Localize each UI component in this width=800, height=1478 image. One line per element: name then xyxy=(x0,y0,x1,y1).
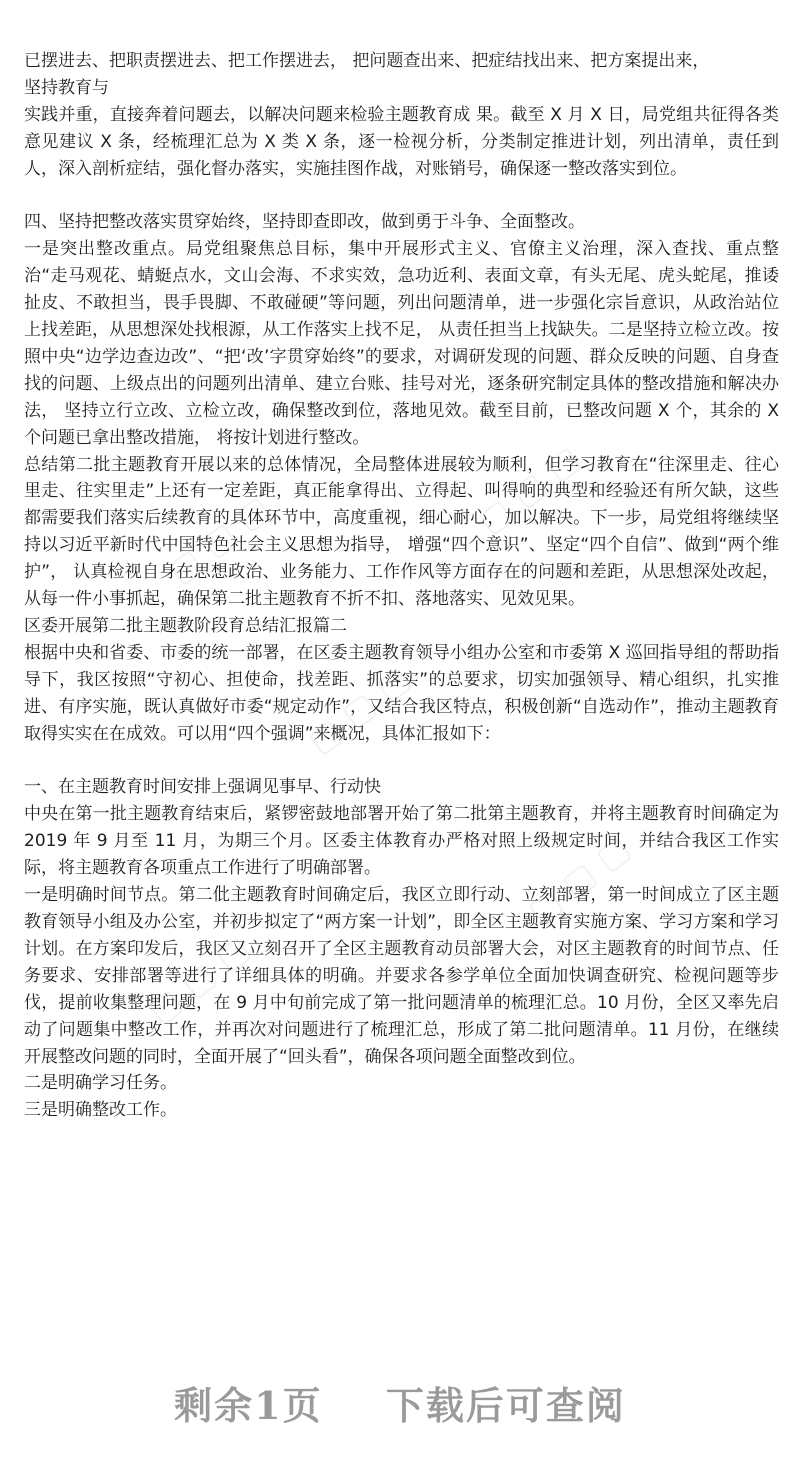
watermark: ▢ ▢ ▢ xyxy=(140,927,258,1033)
article-title: 区委开展第二批主题教阶段育总结汇报篇二 xyxy=(24,616,347,637)
paragraph: 根据中央和省委、市委的统一部署，在区委主题教育领导小组办公室和市委第 X 巡回指导组的帮助指导下，我区按照“守初心、担使命，找差距、抓落实”的总要求，切实加强领导、精心组织，扎实推进、有序实施，既认真做好市委“规定动作”，又结合我区特点，积极创新“自选动作”，推动主题教育取得实实在在成效。可以用“四个强调”来概况，具体汇报如下： xyxy=(24,642,779,744)
paragraph: 一是明确时间节点。第二仳主题教育时间确定后，我区立即行动、立刻部署，第一时间成立了区主题教育领导小组及办公室，并初步拟定了“两方案一计划”，即全区主题教育实施方案、学习方案和学习计划。在方案印发后，我区又立刻召开了全区主题教育动员部署大会，对区主题教育的时间节点、任务要求、安排部署等进行了详细具体的明确。并要求各参学单位全面加快调查研究、检视问题等步伐，提前收集整理问题，在 9 月中旬前完成了第一批问题清单的梳理汇总。10 月份，全区又率先启动了问题集中整改工作，并再次对问题进行了梳理汇总，形成了第二批问题清单。11 月份，在继续开展整改问题的同时，全面开展了“回头看”，确保各项问题全面整改到位。 xyxy=(24,885,779,1067)
watermark: ▢ ▢ ▢ xyxy=(470,437,588,543)
blank-line xyxy=(24,183,779,210)
blank-line xyxy=(24,748,779,775)
watermark: ▢ ▢ ▢ xyxy=(160,487,278,593)
list-line: 三是明确整改工作。 xyxy=(24,1100,177,1121)
section-heading-1: 一、在主题教育时间安排上强调见事早、行动快 xyxy=(24,777,381,798)
remaining-pages-label: 剩余1页 xyxy=(174,1383,323,1428)
document-body xyxy=(24,48,779,1124)
intro-lines: 已摆进去、把职责摆进去、把工作摆进去， 把问题查出来、把症结找出来、把方案提出来， 坚持教育与 xyxy=(24,51,710,98)
paragraph: 一是突出整改重点。局党组聚焦总目标，集中开展形式主义、官僚主义治理，深入查找、重点整治“走马观花、蜻蜓点水，文山会海、不求实效，急功近利、表面文章，有头无尾、虎头蛇尾，推诿扯皮、不敢担当，畏手畏脚、不敢碰硬”等问题，列出问题清单，进一步强化宗旨意识，从政治站位上找差距，从思想深处找根源，从工作落实上找不足， 从责任担当上找缺失。二是坚持立检立改。按照中央“边学边查边改”、“把‘改’字贯穿始终”的要求，对调研发现的问题、群众反映的问题、自身查找的问题、上级点出的问题列出清单、建立台账、挂号对光，逐条研究制定具体的整改措施和解决办法， 坚持立行立改、立检立改，确保整改到位，落地见效。截至目前，已整改问题 X 个，其余的 X 个问题已拿出整改措施， 将按计划进行整改。 xyxy=(24,239,779,448)
watermark: ▢ ▢ ▢ xyxy=(300,657,418,763)
section-heading-4: 四、坚持把整改落实贯穿始终，坚持即查即改，做到勇于斗争、全面整改。 xyxy=(24,212,585,233)
paragraph: 中央在第一批主题教育结束后，紧锣密鼓地部署开始了第二批第主题教育，并将主题教育时间确定为 2019 年 9 月至 11 月，为期三个月。区委主体教育办严格对照上级规定时间，并结合我区工作实际，将主题教育各项重点工作进行了明确部署。 xyxy=(24,804,779,879)
download-hint-label[interactable]: 下载后可查阅 xyxy=(385,1383,626,1428)
watermark: ▢ ▢ ▢ xyxy=(520,827,638,933)
download-banner[interactable] xyxy=(0,1375,800,1430)
list-line: 二是明确学习任务。 xyxy=(24,1073,177,1094)
paragraph: 实践并重，直接奔着问题去，以解决问题来检验主题教育成 果。截至 X 月 X 日，局党组共征得各类意见建议 X 条，经梳理汇总为 X 类 X 条，逐一检视分析，分类制定推进计划，列出清单，责任到人，深入剖析症结，强化督办落实，实施挂图作战，对账销号，确保逐一整改落实到位。 xyxy=(24,104,779,179)
paragraph: 总结第二批主题教育开展以来的总体情况，全局整体进展较为顺利，但学习教育在“往深里走、往心里走、往实里走”上还有一定差距，真正能拿得出、立得起、叫得响的典型和经验还有所欠缺，这些都需要我们落实后续教育的具体环节中，高度重视，细心耐心，加以解决。下一步，局党组将继续坚持以习近平新时代中国特色社会主义思想为指导， 增强“四个意识”、坚定“四个自信”、做到“两个维护”， 认真检视自身在思想政治、业务能力、工作作风等方面存在的问题和差距，从思想深处改起，从每一件小事抓起，确保第二批主题教育不折不扣、落地落实、见效见果。 xyxy=(24,454,779,610)
